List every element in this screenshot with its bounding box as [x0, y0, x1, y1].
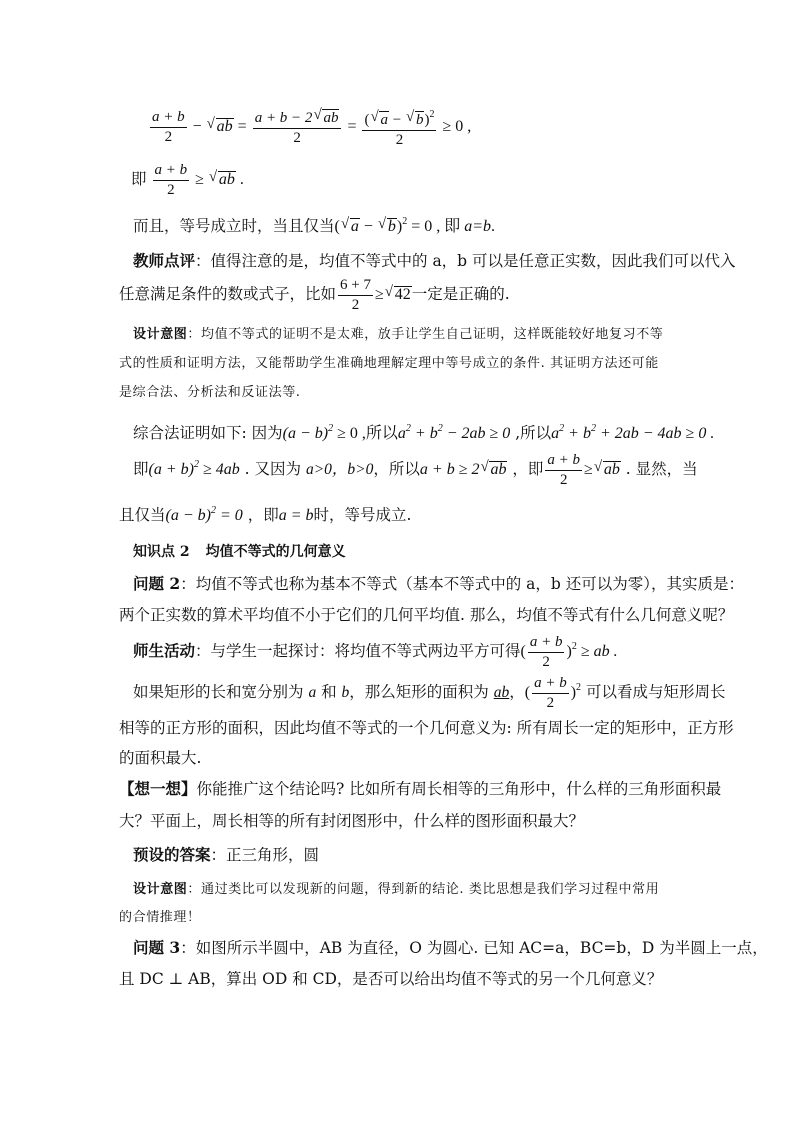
fraction: $\frac{a + b - 2√ ab}{2}$ [253, 109, 342, 147]
section-heading: 知识点 2 均值不等式的几何意义 [133, 544, 346, 560]
design-intent-2-line-2: 的合情推理！ [119, 910, 201, 925]
think-line-1: 【想一想】你能推广这个结论吗? 比如所有周长相等的三角形中，什么样的三角形面积最 [119, 779, 722, 798]
design-intent-2-line-1: 设计意图：通过类比可以发现新的问题，得到新的结论. 类比思想是我们学习过程中常用 [133, 882, 660, 897]
teacher-comment-line-2: 任意满足条件的数或式子，比如 $\frac{6 + 7}{2}$ ≥√ 42一定是正确的. [119, 277, 510, 314]
think-line-2: 大？平面上，周长相等的所有封闭图形中，什么样的图形面积最大？ [119, 812, 585, 830]
synthesis-proof-line-2: 即$(a + b)^2 \ge 4ab$ . 又因为 a>0，b>0，所以a + b ≥ 2√ ab ，即 $\frac{a + b}{2}$ ≥√ ab . 显然，当 [133, 452, 698, 489]
rectangle-line-2: 相等的正方形的面积，因此均值不等式的一个几何意义为: 所有周长一定的矩形中，正方形 [119, 719, 734, 737]
teacher-comment-label: 教师点评 [133, 251, 196, 270]
fraction: $\frac{a + b}{2}$ [152, 109, 185, 145]
rectangle-line-3: 的面积最大. [119, 749, 202, 767]
question-3-line-1: 问题 3：如图所示半圆中，AB 为直径，O 为圆心. 已知 AC=a，BC=b，D 为半圆上一点， [133, 938, 768, 957]
synthesis-proof-line-1: 综合法证明如下: 因为$(a - b)^2 \ge 0$ ,所以$a^2 + b^2 - 2ab \ge 0$ ,所以$a^2 + b^2 + 2ab - 4ab \ge 0$ . [133, 423, 715, 442]
design-intent-1-line-1: 设计意图：均值不等式的证明不是太难，放手让学生自己证明，这样既能较好地复习不等 [133, 327, 664, 342]
sqrt: √ ab [207, 118, 234, 136]
question-3-line-2: 且 DC ⊥ AB，算出 OD 和 CD，是否可以给出均值不等式的另一个几何意义？ [119, 970, 663, 988]
rectangle-line-1: 如果矩形的长和宽分别为 a 和 b，那么矩形的面积为 ab，( $\frac{a + b}{2}$ )$^2$ 可以看成与矩形周长 [133, 675, 726, 711]
question-2-line-2: 两个正实数的算术平均值不小于它们的几何平均值. 那么，均值不等式有什么几何意义呢？ [119, 606, 734, 624]
fraction: $\frac{(√ a - √ b)^2}{2}$ [362, 106, 436, 149]
design-intent-1-line-3: 是综合法、分析法和反证法等. [119, 385, 301, 400]
activity-line: 师生活动：与学生一起探讨：将均值不等式两边平方可得( $\frac{a + b}{2}$ )$^2$ ≥ ab . [133, 634, 618, 670]
preset-answer: 预设的答案：正三角形，圆 [133, 845, 320, 864]
synthesis-proof-line-3: 且仅当$(a - b)^2 = 0$ ，即a = b时，等号成立. [119, 505, 412, 524]
teacher-comment-line-1: 教师点评：值得注意的是，均值不等式中的 a，b 可以是任意正实数，因此我们可以代入 [133, 251, 736, 270]
design-intent-1-line-2: 式的性质和证明方法，又能帮助学生准确地理解定理中等号成立的条件. 其证明方法还可能 [119, 356, 659, 371]
formula-line-1: $\frac{a + b}{2}$ − √ ab = $\frac{a + b - 2√ ab}{2}$ = $\frac{(√ a - √ b)^2}{2}$ ≥ 0 , [148, 106, 471, 149]
formula-line-2: 即 $\frac{a + b}{2}$ ≥ √ ab . [131, 162, 244, 199]
equality-condition-line: 而且，等号成立时，当且仅当(√ a − √ b)$^2$ = 0 , 即 a=b. [133, 213, 495, 236]
question-2-line-1: 问题 2：均值不等式也称为基本不等式（基本不等式中的 a，b 还可以为零），其实质是： [133, 574, 744, 593]
